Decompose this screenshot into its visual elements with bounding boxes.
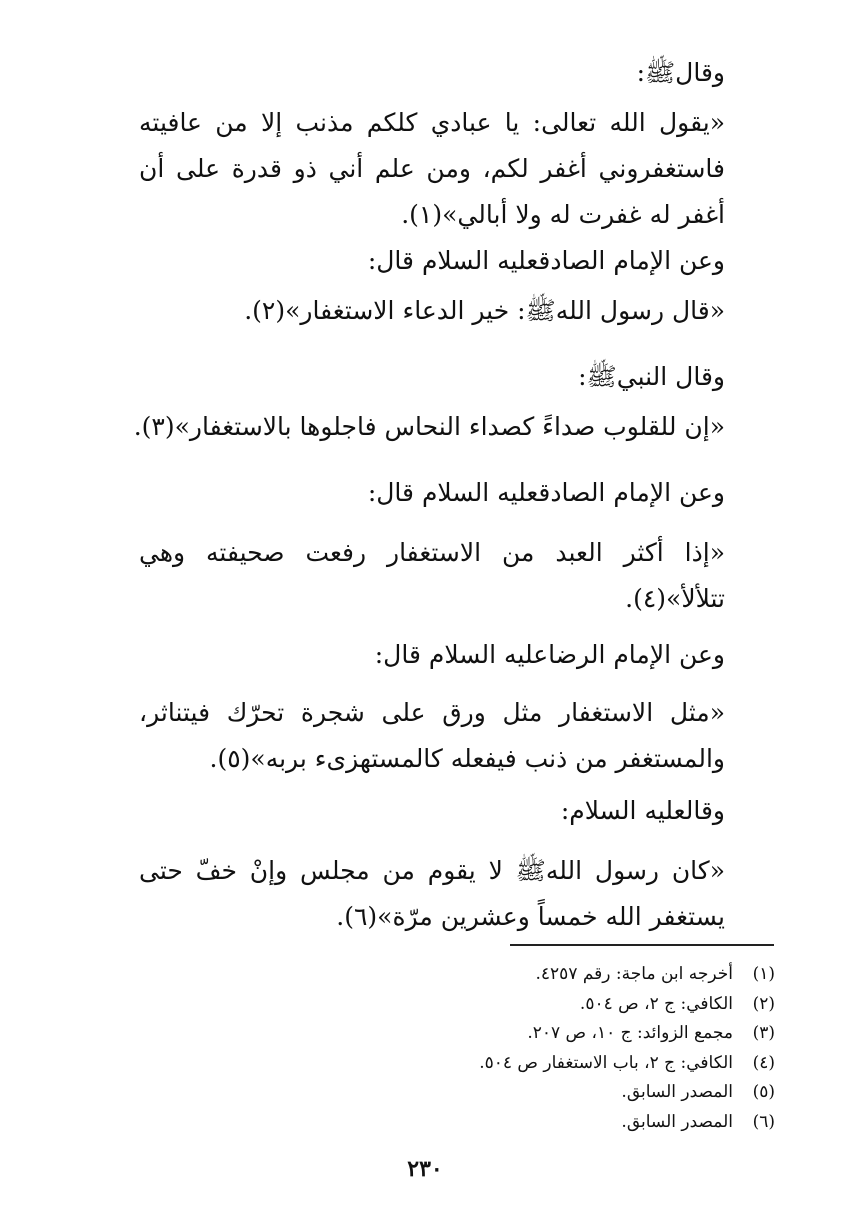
hadith-quote: «إذا أكثر العبد من الاستغفار رفعت صحيفته وهي تتلألأ»(٤). (139, 538, 725, 613)
footnote-text: الكافي: ج ٢، ص ٥٠٤. (579, 993, 733, 1014)
intro-line: وعن الإمام الصادقعليه السلام قال: (367, 246, 725, 275)
footnote-number: (٣) (752, 1023, 775, 1043)
footnote-number: (٦) (752, 1111, 775, 1132)
intro-line: وعن الإمام الصادقعليه السلام قال: (367, 478, 725, 507)
footnote-text: مجمع الزوائد: ج ١٠، ص ٢٠٧. (527, 1023, 733, 1043)
footnote (315, 1108, 775, 1138)
footnotes (315, 960, 775, 1137)
page-number: ٢٣٠ (407, 1156, 443, 1182)
hadith-quote: «إن للقلوب صداءً كصداء النحاس فاجلوها بالاستغفار»(٣). (133, 412, 725, 441)
hadith-quote: «كان رسول اللهﷺ لا يقوم من مجلس وإنْ خفّ حتى يستغفر الله خمساً وعشرين مرّة»(٦). (139, 856, 725, 931)
hadith-quote: «يقول الله تعالى: يا عبادي كلكم مذنب إلا من عافيته فاستغفروني أغفر لكم، ومن علم أني ذو قدرة على أن أغفر له غفرت له ولا أبالي»(١). (139, 108, 725, 229)
footnote-text: أخرجه ابن ماجة: رقم ٤٢٥٧. (535, 964, 733, 984)
footnote-number: (٢) (752, 993, 775, 1014)
footnote (315, 1049, 775, 1079)
intro-line: وقالﷺ: (636, 58, 725, 87)
footnote-text: الكافي: ج ٢، باب الاستغفار ص ٥٠٤. (479, 1052, 733, 1073)
intro-line: وعن الإمام الرضاعليه السلام قال: (374, 640, 725, 669)
hadith-quote: «مثل الاستغفار مثل ورق على شجرة تحرّك فيتناثر، والمستغفر من ذنب فيفعله كالمستهزىء بربه»(٥). (139, 698, 725, 773)
intro-line: وقالعليه السلام: (560, 796, 725, 825)
footnote-divider (510, 944, 774, 946)
hadith-quote: «قال رسول اللهﷺ: خير الدعاء الاستغفار»(٢). (244, 296, 725, 325)
footnote-text: المصدر السابق. (621, 1111, 733, 1132)
footnote-number: (٤) (752, 1052, 775, 1073)
footnote-number: (٥) (752, 1082, 775, 1102)
footnote (315, 960, 775, 990)
footnote-text: المصدر السابق. (621, 1082, 733, 1102)
footnote (315, 1078, 775, 1108)
footnote (315, 1019, 775, 1049)
footnote-number: (١) (752, 964, 775, 984)
intro-line: وقال النبيﷺ: (578, 362, 725, 391)
footnote (315, 990, 775, 1020)
